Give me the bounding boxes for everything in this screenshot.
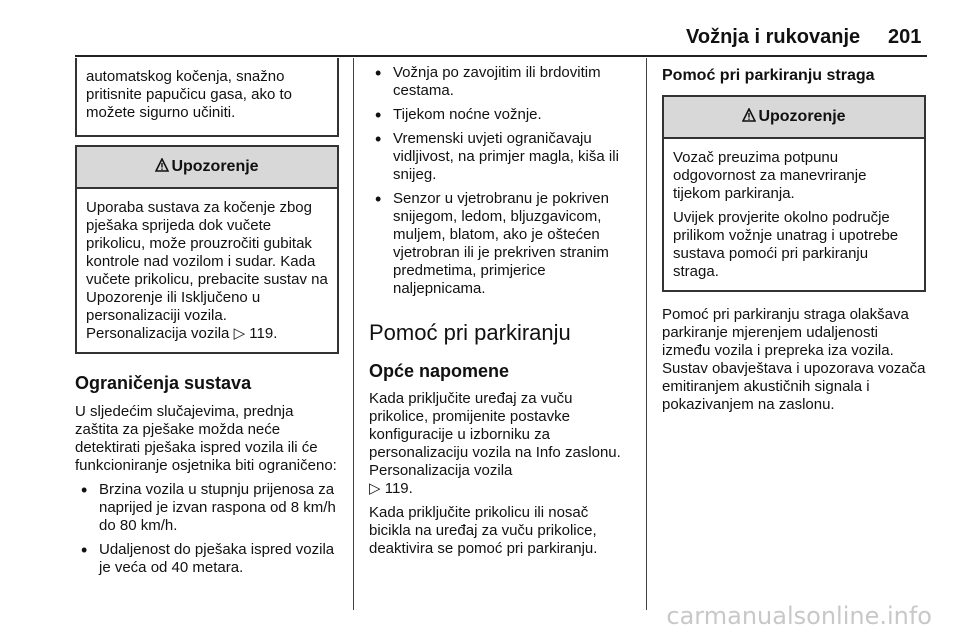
section-heading-limitations: Ograničenja sustava — [75, 373, 252, 393]
warning-ref-text: Personalizacija vozila — [86, 325, 230, 342]
warning-header — [664, 97, 924, 139]
general-paragraph-1-text: Kada priključite uređaj za vuču prikolice, promijenite postavke konfiguracije u izborniku za personalizaciju vozila na Info zaslonu. Personalizacija vozila — [369, 390, 621, 479]
list-item: • Vremenski uvjeti ograničavaju vidljivost, na primjer magla, kiša ili snijeg. — [369, 130, 634, 184]
continuation-text: automatskog kočenja, snažno pritisnite papučicu gasa, ako to možete sigurno učiniti. — [86, 68, 292, 121]
header-rule — [75, 55, 927, 57]
rear-parking-paragraph: Pomoć pri parkiranju straga olakšava parkiranje mjerenjem udaljenosti između vozila i prepreka iza vozila. Sustav obavještava i upozorava vozača emitiranjem akustičnih signala i pokazivanjem na zaslonu. — [662, 306, 926, 413]
page-title: Vožnja i rukovanje — [686, 26, 861, 48]
column-divider-2 — [646, 58, 647, 610]
warning-box-pedestrian — [75, 145, 339, 354]
warning-body — [77, 189, 337, 352]
continuation-box — [75, 58, 339, 137]
list-item: • Senzor u vjetrobranu je pokriven snijegom, ledom, bljuzgavicom, muljem, blatom, ako je oštećen vjetrobran ili je prekriven stranim predmetima, primjerice naljepnicama. — [369, 190, 634, 298]
warning-text-1: Vozač preuzima potpunu odgovornost za manevriranje tijekom parkiranja. — [673, 149, 867, 202]
warning-triangle-icon — [155, 158, 169, 172]
section-heading-rear-parking: Pomoć pri parkiranju straga — [662, 67, 875, 84]
list-item: • Udaljenost do pješaka ispred vozila je veća od 40 metara. — [75, 541, 339, 577]
warning-body — [664, 139, 924, 290]
warning-triangle-icon — [742, 108, 756, 122]
warning-header — [77, 147, 337, 189]
reference-arrow-icon: ▷ — [369, 480, 381, 497]
warning-reference — [86, 325, 328, 343]
limitations-list-continued — [369, 64, 634, 298]
list-item: • Vožnja po zavojitim ili brdovitim cestama. — [369, 64, 634, 100]
warning-text: Uporaba sustava za kočenje zbog pješaka sprijeda dok vučete prikolicu, može prouzročiti gubitak kontrole nad vozilom i sudar. Kada vučete prikolicu, prebacite sustav na Upozorenje ili Isključeno u personalizaciji vozila. — [86, 199, 328, 324]
general-paragraph-2: Kada priključite prikolicu ili nosač bicikla na uređaj za vuču prikolice, deaktivira se pomoć pri parkiranju. — [369, 504, 598, 557]
general-paragraph-1-ref: 119. — [384, 480, 413, 497]
warning-ref-page: 119. — [249, 325, 278, 342]
column-3 — [662, 66, 926, 414]
sub-heading-general: Opće napomene — [369, 361, 510, 381]
column-divider-1 — [353, 58, 354, 610]
list-item: • Tijekom noćne vožnje. — [369, 106, 634, 124]
limitations-intro: U sljedećim slučajevima, prednja zaštita za pješake možda neće detektirati pješaka ispred vozila ili će funkcioniranje osjetnika biti ograničeno: — [75, 403, 337, 474]
section-heading-parking-assist: Pomoć pri parkiranju — [369, 320, 571, 345]
list-item: • Brzina vozila u stupnju prijenosa za naprijed je izvan raspona od 8 km/h do 80 km/h. — [75, 481, 339, 535]
limitations-list — [75, 481, 339, 577]
warning-title: Upozorenje — [171, 158, 259, 175]
general-paragraph-1 — [369, 390, 634, 498]
warning-title: Upozorenje — [758, 108, 846, 125]
column-2 — [369, 60, 634, 558]
watermark: carmanualsonline.info — [666, 602, 932, 630]
page-number: 201 — [888, 26, 922, 48]
reference-arrow-icon: ▷ — [233, 325, 246, 342]
column-1 — [75, 58, 339, 577]
warning-box-rear-parking — [662, 95, 926, 292]
warning-text-2: Uvijek provjerite okolno područje prilikom vožnje unatrag i upotrebe sustava pomoći pri parkiranju straga. — [673, 209, 899, 280]
